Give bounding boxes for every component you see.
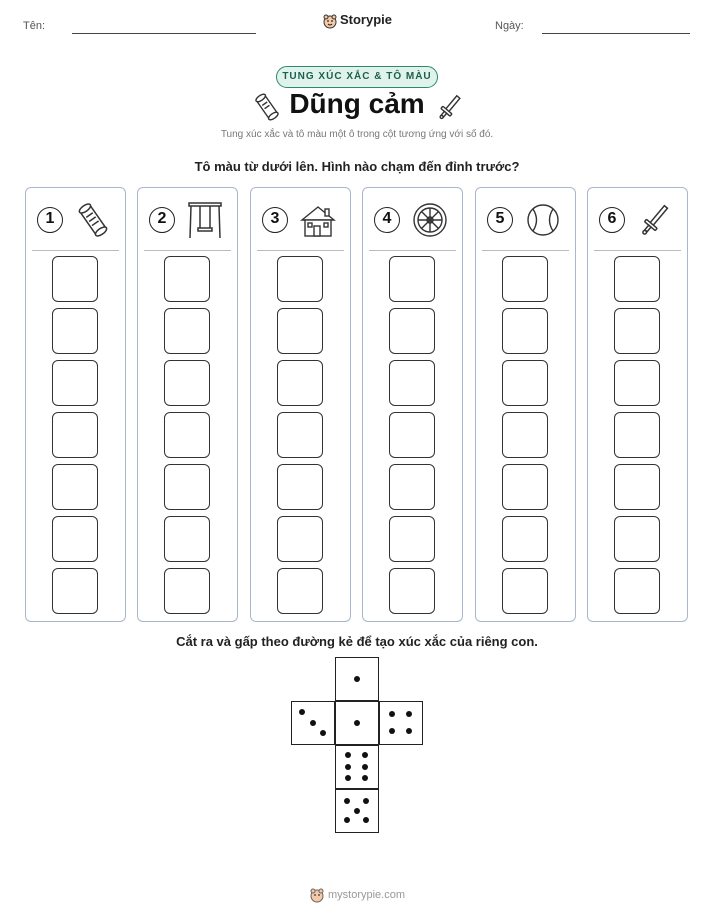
color-box[interactable] — [277, 412, 323, 458]
page-title: Dũng cảm — [289, 88, 425, 119]
color-box[interactable] — [502, 412, 548, 458]
name-label: Tên: — [23, 20, 46, 32]
dice-pip — [389, 711, 395, 717]
color-box[interactable] — [277, 360, 323, 406]
storypie-footer-logo-icon — [309, 887, 325, 903]
date-label: Ngày: — [495, 20, 524, 32]
color-box[interactable] — [614, 516, 660, 562]
color-box[interactable] — [614, 360, 660, 406]
color-box[interactable] — [164, 412, 210, 458]
color-box[interactable] — [389, 464, 435, 510]
subtitle: Tung xúc xắc và tô màu một ô trong cột tương ứng với số đó. — [220, 129, 494, 140]
brand-logo — [0, 12, 714, 29]
color-box[interactable] — [502, 360, 548, 406]
name-line — [72, 33, 256, 34]
color-box[interactable] — [164, 568, 210, 614]
dice-pip — [320, 730, 326, 736]
color-box[interactable] — [277, 256, 323, 302]
dice-pip — [354, 808, 360, 814]
column-number: 5 — [487, 207, 513, 233]
dice-pip — [344, 798, 350, 804]
dice-pip — [389, 728, 395, 734]
color-box[interactable] — [52, 308, 98, 354]
color-box[interactable] — [389, 568, 435, 614]
sword-icon — [636, 200, 674, 240]
dice-face-4 — [379, 701, 423, 745]
column-divider — [144, 250, 231, 251]
color-box[interactable] — [164, 516, 210, 562]
color-box[interactable] — [614, 256, 660, 302]
dice-pip — [310, 720, 316, 726]
dice-pip — [345, 752, 351, 758]
color-box[interactable] — [614, 568, 660, 614]
column-number: 3 — [262, 207, 288, 233]
dice-pip — [362, 764, 368, 770]
brand-name: Storypie — [339, 12, 392, 27]
column-divider — [257, 250, 344, 251]
instruction-top: Tô màu từ dưới lên. Hình nào chạm đến đỉnh trước? — [194, 159, 520, 174]
column-divider — [482, 250, 569, 251]
color-box[interactable] — [277, 516, 323, 562]
dice-face-3 — [291, 701, 335, 745]
color-box[interactable] — [614, 308, 660, 354]
color-box[interactable] — [52, 568, 98, 614]
baseball-icon — [524, 200, 562, 240]
column-number: 2 — [149, 207, 175, 233]
color-box[interactable] — [502, 516, 548, 562]
dice-pip — [362, 752, 368, 758]
color-box[interactable] — [389, 516, 435, 562]
dice-pip — [354, 720, 360, 726]
color-box[interactable] — [277, 308, 323, 354]
color-box[interactable] — [502, 256, 548, 302]
column-1 — [25, 187, 126, 622]
date-line — [542, 33, 690, 34]
storypie-logo-icon — [322, 13, 338, 29]
dice-face-1 — [335, 701, 379, 745]
color-box[interactable] — [164, 464, 210, 510]
instruction-bottom: Cắt ra và gấp theo đường kẻ để tạo xúc xắc của riêng con. — [176, 634, 538, 649]
color-box[interactable] — [614, 412, 660, 458]
dice-pip — [344, 817, 350, 823]
footer-url: mystorypie.com — [327, 888, 406, 901]
dice-pip — [362, 775, 368, 781]
column-5 — [475, 187, 576, 622]
activity-badge: TUNG XÚC XẮC & TÔ MÀU — [276, 66, 438, 88]
color-box[interactable] — [389, 412, 435, 458]
dice-face-6 — [335, 745, 379, 789]
dice-pip — [345, 764, 351, 770]
color-box[interactable] — [389, 360, 435, 406]
color-box[interactable] — [52, 360, 98, 406]
color-box[interactable] — [164, 360, 210, 406]
dice-face-1 — [335, 657, 379, 701]
color-box[interactable] — [614, 464, 660, 510]
column-number: 1 — [37, 207, 63, 233]
dice-face-5 — [335, 789, 379, 833]
dice-pip — [354, 676, 360, 682]
column-3 — [250, 187, 351, 622]
scroll-icon — [74, 200, 112, 240]
dice-pip — [406, 711, 412, 717]
color-box[interactable] — [52, 412, 98, 458]
color-box[interactable] — [502, 464, 548, 510]
sword-icon — [437, 92, 463, 122]
color-box[interactable] — [277, 464, 323, 510]
color-box[interactable] — [389, 308, 435, 354]
column-divider — [32, 250, 119, 251]
color-box[interactable] — [164, 308, 210, 354]
color-box[interactable] — [52, 256, 98, 302]
swing-icon — [186, 200, 224, 240]
color-box[interactable] — [164, 256, 210, 302]
color-box[interactable] — [502, 568, 548, 614]
house-icon — [299, 200, 337, 240]
column-2 — [137, 187, 238, 622]
column-6 — [587, 187, 688, 622]
column-divider — [594, 250, 681, 251]
color-box[interactable] — [389, 256, 435, 302]
footer — [0, 887, 714, 903]
dice-pip — [406, 728, 412, 734]
color-box[interactable] — [502, 308, 548, 354]
color-box[interactable] — [277, 568, 323, 614]
column-number: 6 — [599, 207, 625, 233]
color-box[interactable] — [52, 464, 98, 510]
dice-pip — [363, 817, 369, 823]
dice-pip — [299, 709, 305, 715]
dice-pip — [345, 775, 351, 781]
color-box[interactable] — [52, 516, 98, 562]
column-4 — [362, 187, 463, 622]
column-divider — [369, 250, 456, 251]
dice-pip — [363, 798, 369, 804]
column-number: 4 — [374, 207, 400, 233]
shield-icon — [411, 200, 449, 240]
